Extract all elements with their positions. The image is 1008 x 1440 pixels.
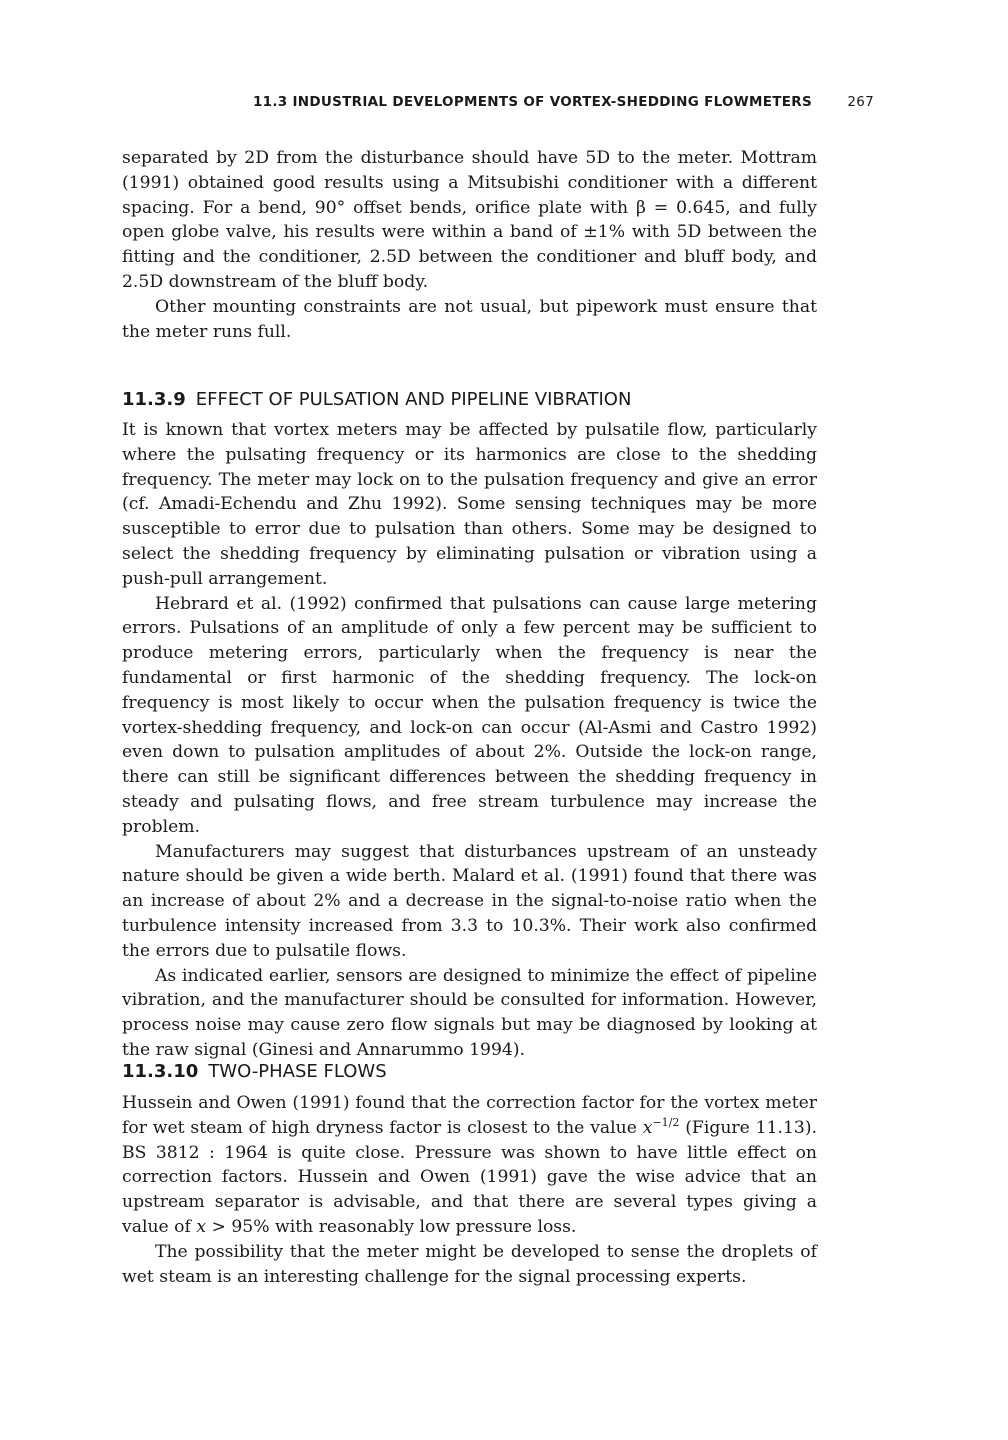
paragraph: Other mounting constraints are not usual, but pipework must ensure that the meter runs full.: [122, 296, 817, 342]
section-title: TWO-PHASE FLOWS: [208, 1061, 387, 1082]
text-run: Hussein and Owen (1991) found that the correction factor for the vortex meter for wet steam of high dryness factor is closest to the value: [122, 1093, 817, 1138]
math-exponent: −1/2: [652, 1115, 680, 1129]
paragraph: The possibility that the meter might be developed to sense the droplets of wet steam is an interesting challenge for the signal processing experts.: [122, 1241, 817, 1287]
text-run: > 95% with reasonably low pressure loss.: [206, 1216, 577, 1237]
paragraph: It is known that vortex meters may be affected by pulsatile flow, particularly where the pulsating frequency or its harmonics are close to the shedding frequency. The meter may lock on to the pulsation frequency and give an error (cf. Amadi-Echendu and Zhu 1992). Some sensing techniques may be more susceptible to error due to pulsation than others. Some may be designed to select the shedding frequency by eliminating pulsation or vibration using a push-pull arrangement.: [122, 420, 817, 589]
page-number: 267: [847, 94, 874, 110]
text-run: (Figure 11.13). BS 3812 : 1964 is quite close. Pressure was shown to have little effect on correction factors. Hussein and Owen (1991) gave the wise advice that an upstream separator is advisable, and that there are several types giving a value of: [122, 1117, 818, 1237]
section-heading-11-3-10: [122, 1060, 387, 1084]
section-body-11-3-9: [122, 418, 817, 1063]
paragraph: separated by 2D from the disturbance should have 5D to the meter. Mottram (1991) obtained good results using a Mitsubishi conditioner with a different spacing. For a bend, 90° offset bends, orifice plate with β = 0.645, and fully open globe valve, his results were within a band of ±1% with 5D between the fitting and the conditioner, 2.5D between the conditioner and bluff body, and 2.5D downstream of the bluff body.: [122, 148, 817, 292]
paragraph: [122, 1091, 817, 1240]
section-number: 11.3.10: [122, 1061, 199, 1082]
section-body-11-3-10: [122, 1091, 817, 1289]
running-head: [122, 94, 874, 114]
continued-text-block: [122, 146, 817, 344]
math-variable: x: [196, 1216, 207, 1237]
paragraph: As indicated earlier, sensors are designed to minimize the effect of pipeline vibration, and the manufacturer should be consulted for information. However, process noise may cause zero flow signals but may be diagnosed by looking at the raw signal (Ginesi and Annarummo 1994).: [122, 965, 817, 1060]
running-head-title: 11.3 INDUSTRIAL DEVELOPMENTS OF VORTEX-SHEDDING FLOWMETERS: [252, 94, 812, 110]
section-title: EFFECT OF PULSATION AND PIPELINE VIBRATION: [195, 389, 632, 410]
section-heading-11-3-9: [122, 388, 631, 412]
math-variable: x: [642, 1117, 653, 1138]
paragraph: Hebrard et al. (1992) confirmed that pulsations can cause large metering errors. Pulsations of an amplitude of only a few percent may be sufficient to produce metering errors, particularly when the frequency is near the fundamental or first harmonic of the shedding frequency. The lock-on frequency is most likely to occur when the pulsation frequency is twice the vortex-shedding frequency, and lock-on can occur (Al-Asmi and Castro 1992) even down to pulsation amplitudes of about 2%. Outside the lock-on range, there can still be significant differences between the shedding frequency in steady and pulsating flows, and free stream turbulence may increase the problem.: [122, 593, 817, 837]
section-number: 11.3.9: [122, 389, 186, 410]
paragraph: Manufacturers may suggest that disturbances upstream of an unsteady nature should be given a wide berth. Malard et al. (1991) found that there was an increase of about 2% and a decrease in the signal-to-noise ratio when the turbulence intensity increased from 3.3 to 10.3%. Their work also confirmed the errors due to pulsatile flows.: [122, 841, 817, 961]
